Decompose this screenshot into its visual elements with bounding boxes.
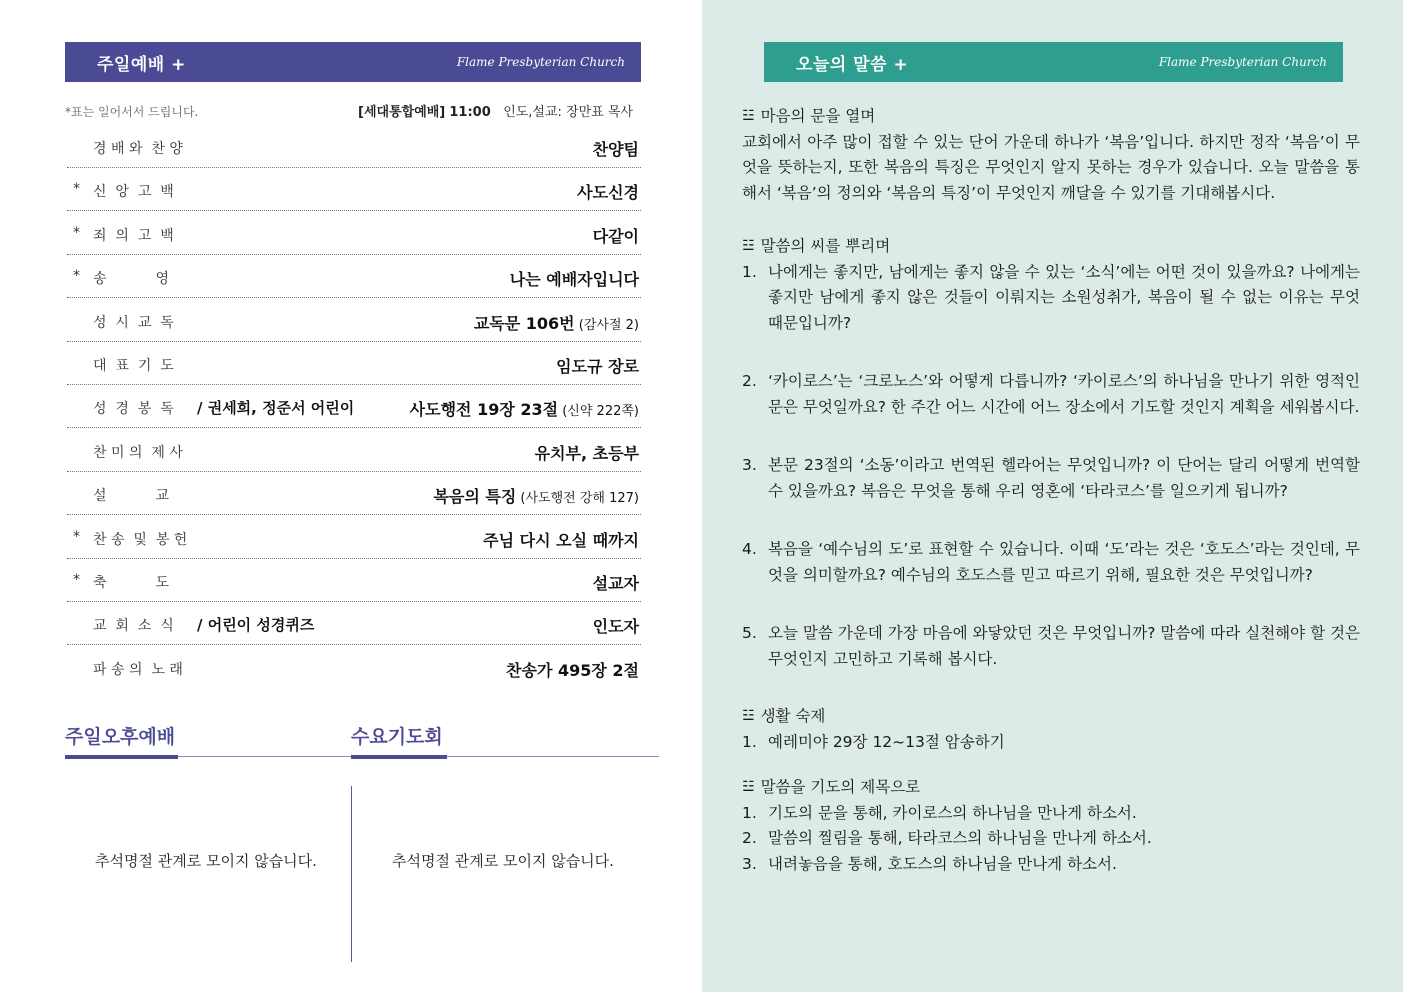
question-list: [742, 260, 1360, 673]
order-value-main: 찬송가 495장 2절: [506, 660, 639, 680]
question-item: [742, 453, 1360, 504]
order-label: 교 회 소 식: [93, 618, 174, 635]
order-value: [593, 137, 639, 160]
order-value-main: 사도신경: [577, 183, 639, 203]
service-info: [358, 101, 633, 120]
standing-mark: *: [73, 528, 80, 545]
seed-section: [742, 234, 1360, 672]
item-number: 2.: [742, 829, 757, 847]
order-value-main: 사도행전 19장 23절: [409, 400, 559, 420]
standing-mark: *: [73, 181, 80, 198]
item-text: 내려놓음을 통해, 호도스의 하나님을 만나게 하소서.: [768, 854, 1117, 873]
service-name: [세대통합예배]: [358, 105, 446, 120]
order-label: 파 송 의 노 래: [93, 661, 183, 678]
question-text: 나에게는 좋지만, 남에게는 좋지 않을 수 있는 ‘소식’에는 어떤 것이 있을까요? 나에게는 좋지만 남에게 좋지 않은 것들이 이뤄지는 소원성취가, 복음이 될 수 없는 이유는 무엇 때문입니까?: [768, 262, 1360, 332]
standing-mark: *: [73, 571, 80, 588]
question-number: 4.: [742, 540, 757, 558]
order-row: [67, 343, 641, 385]
order-sub: / 권세희, 정준서 어린이: [197, 399, 355, 418]
item-number: 1.: [742, 803, 757, 822]
order-row: [67, 517, 641, 559]
order-value: [483, 528, 639, 551]
question-number: 5.: [742, 624, 757, 642]
order-value: [535, 441, 639, 464]
order-label: 경 배 와 찬 양: [93, 141, 183, 157]
prayer-item: [742, 852, 1360, 878]
order-row: [67, 603, 641, 645]
item-text: 기도의 문을 통해, 카이로스의 하나님을 만나게 하소서.: [768, 803, 1137, 822]
order-value-main: 주님 다시 오실 때까지: [483, 530, 639, 550]
question-item: [742, 260, 1360, 337]
pyramid-icon: ☳: [742, 708, 755, 724]
order-value: [474, 311, 639, 334]
order-value: [593, 571, 639, 594]
prayer-section: [742, 775, 1360, 877]
question-item: [742, 537, 1360, 588]
order-value-main: 설교자: [592, 573, 639, 593]
order-value-main: 교독문 106번: [473, 313, 575, 333]
order-value-main: 유치부, 초등부: [534, 443, 639, 463]
right-page: [702, 0, 1403, 992]
afternoon-notice: 추석명절 관계로 모이지 않습니다.: [95, 852, 317, 870]
service-leader: 인도,설교: 장만표 목사: [503, 105, 633, 120]
section-heading: 마음의 문을 열며: [760, 107, 876, 125]
pyramid-icon: ☳: [742, 108, 755, 124]
order-row: [67, 386, 641, 428]
question-item: [742, 621, 1360, 672]
order-row: [67, 647, 641, 689]
intro-section: [742, 104, 1360, 206]
order-value: [510, 267, 639, 290]
order-value: [556, 354, 639, 377]
order-value: [593, 224, 639, 247]
order-label: 신 앙 고 백: [93, 184, 174, 201]
tab-afternoon-worship: 주일오후예배: [65, 722, 178, 759]
order-sub: / 어린이 성경퀴즈: [197, 616, 315, 635]
item-text: 말씀의 찔림을 통해, 타라코스의 하나님을 만나게 하소서.: [768, 829, 1152, 847]
order-label: 대 표 기 도: [93, 357, 174, 374]
standing-note: *표는 일어서서 드립니다.: [65, 105, 199, 119]
order-label: 찬 송 및 봉 헌: [93, 531, 188, 548]
service-info-line: [65, 99, 641, 121]
section-heading: 말씀의 씨를 뿌리며: [760, 237, 891, 255]
order-value-main: 나는 예배자입니다: [509, 270, 639, 290]
item-number: 1.: [742, 732, 757, 751]
order-label: 찬 미 의 제 사: [93, 444, 183, 461]
word-content: [742, 104, 1360, 877]
order-value-main: 인도자: [592, 617, 639, 637]
order-row: [67, 126, 641, 168]
todays-word-banner: [764, 42, 1343, 82]
question-text: 복음을 ‘예수님의 도’로 표현할 수 있습니다. 이때 ‘도’라는 것은 ‘호도스’라는 것인데, 무엇을 의미할까요? 예수님의 호도스를 믿고 따르기 위해, 필요한 것은 무엇입니까?: [768, 540, 1360, 584]
order-value: [433, 484, 639, 507]
intro-text: 교회에서 아주 많이 접할 수 있는 단어 가운데 하나가 ‘복음’입니다. 하지만 정작 ‘복음’이 무엇을 뜻하는지, 또한 복음의 특징은 무엇인지 알지 못하는 경우가 있습니다. 오늘 말씀을 통해서 ‘복음’의 정의와 ‘복음의 특징’이 무엇인지 깨달을 수 있기를 기대해봅시다.: [742, 132, 1360, 202]
question-item: [742, 369, 1360, 420]
order-value: [577, 180, 639, 203]
banner-title: 오늘의 말씀 +: [796, 54, 909, 75]
section-heading: 말씀을 기도의 제목으로: [760, 778, 921, 796]
order-value-main: 다같이: [592, 226, 639, 246]
pyramid-icon: ☳: [742, 779, 755, 795]
other-services-tabs: [65, 722, 659, 757]
order-label: 설 교: [93, 488, 170, 505]
pyramid-icon: ☳: [742, 238, 755, 254]
standing-mark: *: [73, 268, 80, 285]
standing-mark: *: [73, 224, 80, 241]
question-text: 본문 23절의 ‘소동’이라고 번역된 헬라어는 무엇입니까? 이 단어는 달리 어떻게 번역할 수 있을까요? 복음은 무엇을 통해 우리 영혼에 ‘타라코스’를 일으키게 됩니까?: [768, 456, 1360, 500]
order-row: [67, 473, 641, 515]
order-value-main: 찬양팀: [592, 140, 639, 159]
order-value: [593, 614, 639, 637]
section-heading: 생활 숙제: [760, 707, 826, 725]
question-text: 오늘 말씀 가운데 가장 마음에 와닿았던 것은 무엇입니까? 말씀에 따라 실천해야 할 것은 무엇인지 고민하고 기록해 봅시다.: [768, 624, 1360, 668]
item-number: 3.: [742, 854, 757, 873]
church-name: Flame Presbyterian Church: [1158, 55, 1327, 69]
homework-section: [742, 704, 1360, 755]
order-label: 송 영: [93, 271, 170, 288]
sunday-worship-banner: [65, 42, 641, 82]
question-number: 2.: [742, 372, 757, 390]
prayer-item: [742, 801, 1360, 827]
worship-order-list: [67, 126, 641, 690]
tab-wednesday-prayer: 수요기도회: [351, 722, 447, 759]
question-text: ‘카이로스’는 ‘크로노스’와 어떻게 다릅니까? ‘카이로스’의 하나님을 만나기 위한 영적인 문은 무엇일까요? 한 주간 어느 시간에 어느 장소에서 기도할 것인지 계획을 세워봅시다.: [768, 372, 1360, 416]
order-label: 축 도: [93, 574, 170, 591]
order-row: [67, 213, 641, 255]
church-name: Flame Presbyterian Church: [456, 55, 625, 69]
homework-item: [742, 730, 1360, 756]
order-value: [410, 397, 639, 420]
order-value: [506, 658, 639, 681]
order-label: 성 시 교 독: [93, 314, 174, 331]
order-row: [67, 300, 641, 342]
banner-title: 주일예배 +: [97, 54, 186, 75]
column-divider: [351, 786, 352, 962]
wednesday-notice: 추석명절 관계로 모이지 않습니다.: [392, 852, 614, 870]
order-row: [67, 169, 641, 211]
order-row: [67, 430, 641, 472]
prayer-item: [742, 826, 1360, 852]
order-value-detail: (사도행전 강해 127): [516, 491, 639, 507]
question-number: 3.: [742, 456, 757, 474]
service-time: 11:00: [449, 105, 491, 120]
order-value-main: 임도규 장로: [556, 356, 639, 376]
order-row: [67, 256, 641, 298]
order-value-detail: (신약 222쪽): [558, 404, 639, 420]
order-value-main: 복음의 특징: [433, 487, 517, 507]
order-label: 죄 의 고 백: [93, 227, 174, 244]
order-value-detail: (감사절 2): [574, 317, 639, 333]
order-label: 성 경 봉 독: [93, 401, 174, 418]
item-text: 예레미야 29장 12~13절 암송하기: [768, 732, 1005, 751]
order-row: [67, 560, 641, 602]
question-number: 1.: [742, 262, 757, 281]
